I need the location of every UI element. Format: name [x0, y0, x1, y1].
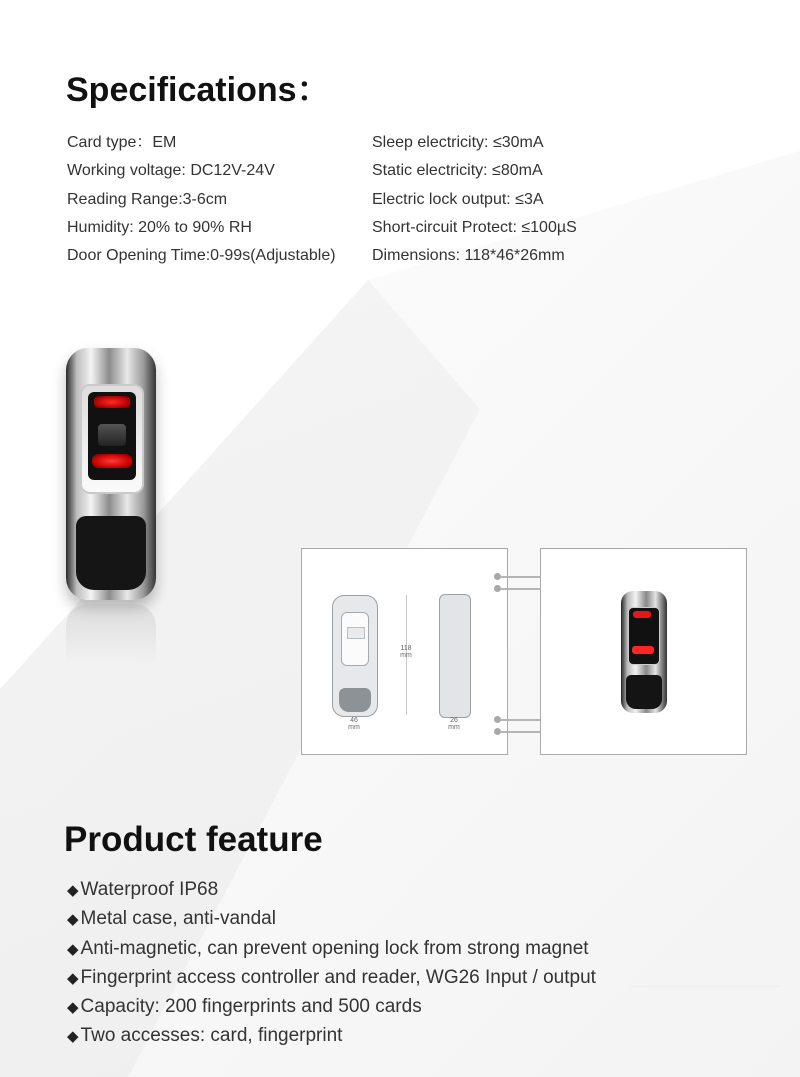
spec-door-opening-time: Door Opening Time:0-99s(Adjustable) — [67, 247, 336, 265]
spec-sleep-electricity: Sleep electricity: ≤30mA — [372, 134, 544, 151]
fingerprint-window — [80, 384, 144, 494]
spec-reading-range: Reading Range:3-6cm — [67, 190, 228, 208]
fingerprint-scanner-icon — [98, 424, 126, 446]
indicator-light-top — [94, 396, 130, 408]
feature-item: ◆ Fingerprint access controller and reader, WG26 Input / output — [67, 966, 596, 988]
diamond-bullet-icon: ◆ — [67, 882, 79, 899]
front-view-outline — [332, 595, 378, 717]
spec-list-right — [372, 129, 577, 270]
card-reading-pad — [76, 516, 146, 590]
spec-list-left — [67, 129, 336, 270]
spec-humidity: Humidity: 20% to 90% RH — [67, 218, 252, 236]
product-reflection — [66, 604, 156, 664]
diamond-bullet-icon: ◆ — [67, 940, 79, 958]
specifications-title: Specifications： — [66, 71, 331, 109]
spec-working-voltage: Working voltage: DC12V-24V — [67, 162, 275, 180]
indicator-light-bottom — [92, 454, 132, 468]
diamond-bullet-icon: ◆ — [67, 911, 79, 929]
product-preview-image — [621, 591, 667, 713]
spec-static-electricity: Static electricity: ≤80mA — [372, 162, 543, 180]
diamond-bullet-icon: ◆ — [67, 969, 79, 987]
feature-list — [67, 876, 596, 1052]
spec-card-type: Card type：EM — [67, 134, 177, 151]
dimension-diagram-panel — [301, 548, 508, 755]
feature-item: ◆ Capacity: 200 fingerprints and 500 cards — [67, 996, 422, 1018]
product-preview-panel — [540, 548, 747, 755]
spec-lock-output: Electric lock output: ≤3A — [372, 190, 544, 208]
fingerprint-sensor — [88, 392, 136, 480]
product-feature-title: Product feature — [64, 820, 323, 859]
decorative-line — [630, 986, 780, 987]
diamond-bullet-icon: ◆ — [67, 999, 79, 1017]
spec-dimensions: Dimensions: 118*46*26mm — [372, 247, 565, 265]
height-dimension-label: 118 mm — [400, 645, 412, 659]
feature-item: ◆ Waterproof IP68 — [67, 879, 219, 900]
product-image — [66, 348, 156, 600]
feature-item: ◆ Metal case, anti-vandal — [67, 908, 276, 930]
feature-item: ◆ Anti-magnetic, can prevent opening lock from strong magnet — [67, 937, 589, 959]
side-view-outline — [439, 594, 471, 718]
width-dimension-label: 46 mm — [348, 717, 360, 731]
feature-item: ◆ Two accesses: card, fingerprint — [67, 1025, 343, 1047]
diamond-bullet-icon: ◆ — [67, 1028, 79, 1046]
spec-short-circuit: Short-circuit Protect: ≤100µS — [372, 218, 577, 236]
depth-dimension-label: 26 mm — [448, 717, 460, 731]
